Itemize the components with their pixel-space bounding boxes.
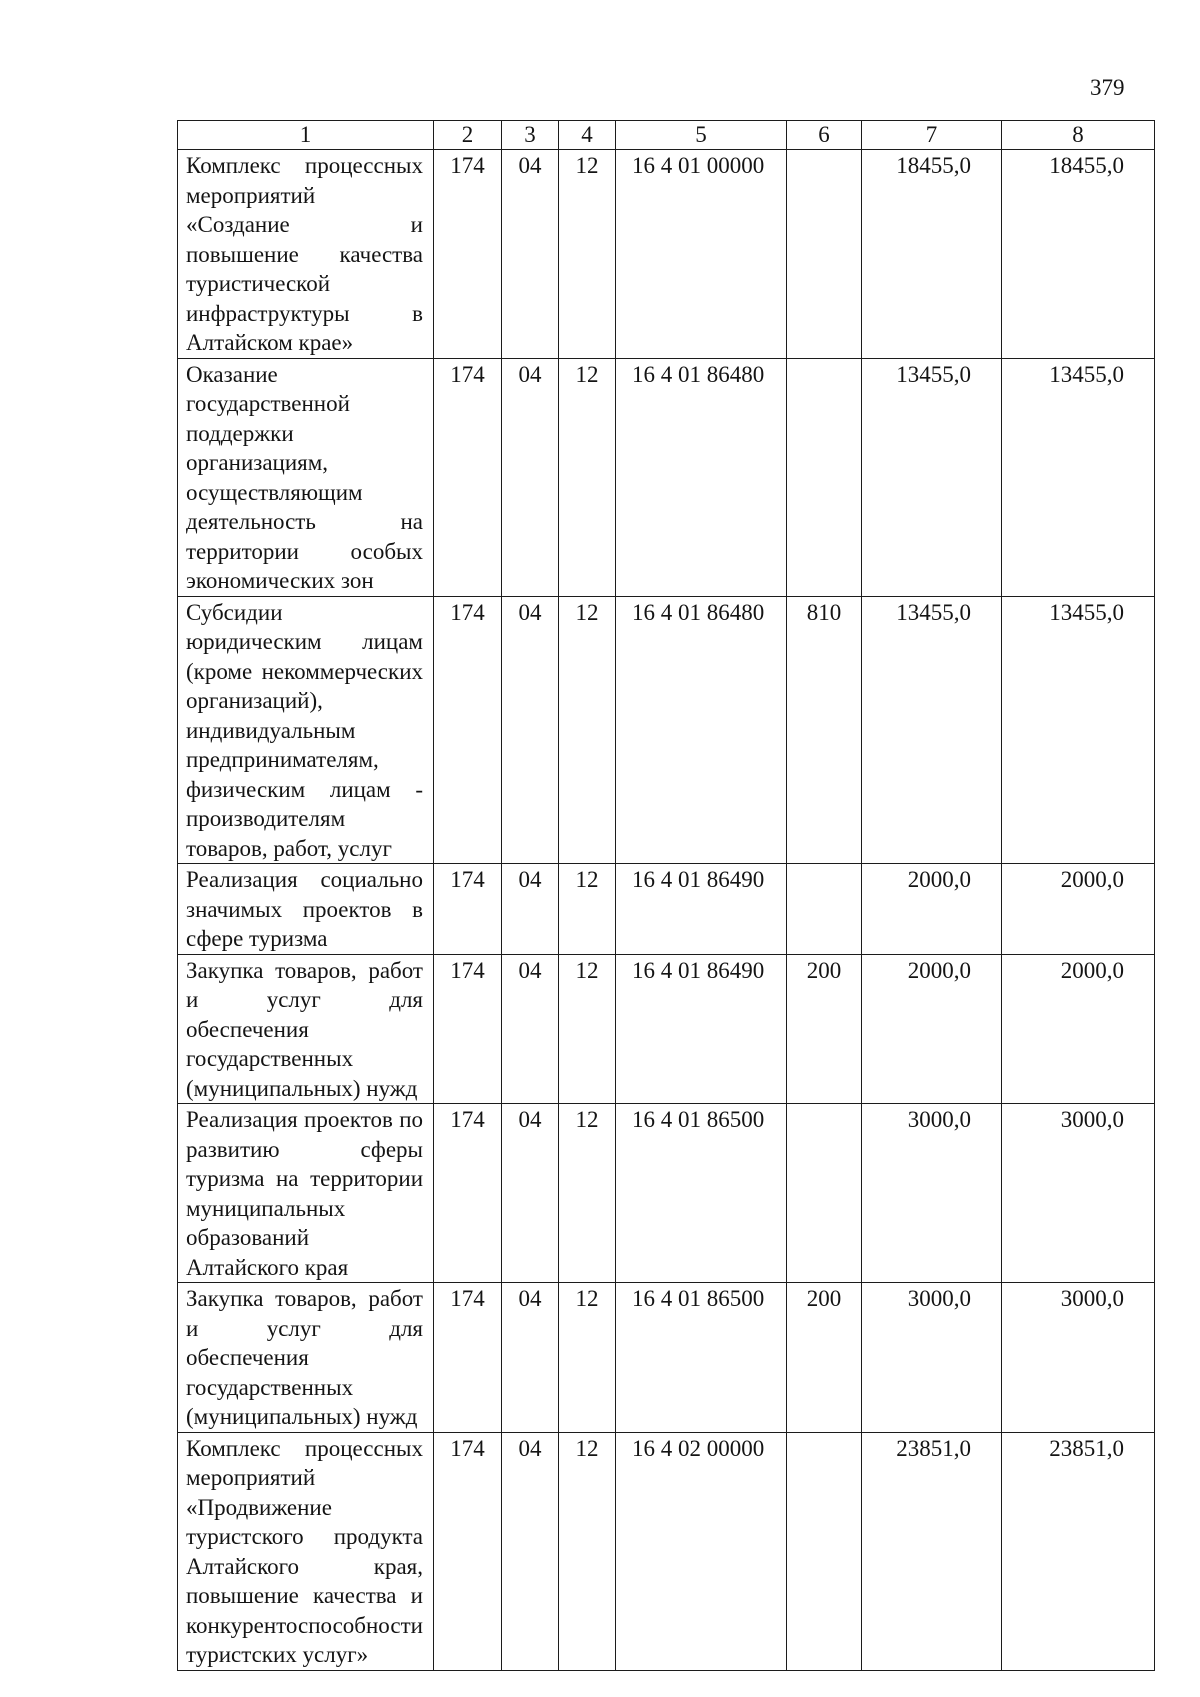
section-cell: 04 bbox=[502, 864, 559, 955]
header-col-8: 8 bbox=[1002, 121, 1155, 150]
admin-code-cell: 174 bbox=[434, 596, 502, 864]
amount-col7-cell: 23851,0 bbox=[862, 1432, 1002, 1670]
subsection-cell: 12 bbox=[559, 1432, 616, 1670]
target-article-cell: 16 4 02 00000 bbox=[616, 1432, 787, 1670]
subsection-cell: 12 bbox=[559, 1283, 616, 1433]
header-col-5: 5 bbox=[616, 121, 787, 150]
amount-col8-cell: 23851,0 bbox=[1002, 1432, 1155, 1670]
table-row bbox=[178, 596, 1155, 864]
expense-type-cell bbox=[787, 864, 862, 955]
amount-col7-cell: 2000,0 bbox=[862, 864, 1002, 955]
admin-code-cell: 174 bbox=[434, 1283, 502, 1433]
admin-code-cell: 174 bbox=[434, 1432, 502, 1670]
table-row bbox=[178, 150, 1155, 359]
row-name-cell: Комплекс процессных мероприятий «Создание и повышение качества туристической инфраструктуры в Алтайском крае» bbox=[178, 150, 434, 359]
amount-col7-cell: 13455,0 bbox=[862, 358, 1002, 596]
row-name-cell: Комплекс процессных мероприятий «Продвижение туристского продукта Алтайского края, повышение качества и конкурентоспособности туристских услуг» bbox=[178, 1432, 434, 1670]
expense-type-cell bbox=[787, 150, 862, 359]
row-name-cell: Закупка товаров, работ и услуг для обеспечения государственных (муниципальных) нужд bbox=[178, 1283, 434, 1433]
budget-table bbox=[177, 120, 1155, 1671]
table-row bbox=[178, 1104, 1155, 1283]
section-cell: 04 bbox=[502, 1104, 559, 1283]
subsection-cell: 12 bbox=[559, 596, 616, 864]
target-article-cell: 16 4 01 86490 bbox=[616, 864, 787, 955]
table-row bbox=[178, 1283, 1155, 1433]
section-cell: 04 bbox=[502, 150, 559, 359]
amount-col7-cell: 13455,0 bbox=[862, 596, 1002, 864]
row-name-cell: Оказание государственной поддержки организациям, осуществляющим деятельность на территории особых экономических зон bbox=[178, 358, 434, 596]
target-article-cell: 16 4 01 86480 bbox=[616, 596, 787, 864]
subsection-cell: 12 bbox=[559, 954, 616, 1104]
amount-col7-cell: 3000,0 bbox=[862, 1283, 1002, 1433]
amount-col8-cell: 3000,0 bbox=[1002, 1104, 1155, 1283]
header-col-4: 4 bbox=[559, 121, 616, 150]
section-cell: 04 bbox=[502, 954, 559, 1104]
amount-col8-cell: 2000,0 bbox=[1002, 954, 1155, 1104]
amount-col8-cell: 13455,0 bbox=[1002, 358, 1155, 596]
row-name-cell: Реализация социально значимых проектов в сфере туризма bbox=[178, 864, 434, 955]
section-cell: 04 bbox=[502, 1283, 559, 1433]
amount-col7-cell: 3000,0 bbox=[862, 1104, 1002, 1283]
table-body bbox=[178, 150, 1155, 1671]
table-row bbox=[178, 1432, 1155, 1670]
amount-col7-cell: 18455,0 bbox=[862, 150, 1002, 359]
admin-code-cell: 174 bbox=[434, 954, 502, 1104]
expense-type-cell: 200 bbox=[787, 954, 862, 1104]
admin-code-cell: 174 bbox=[434, 1104, 502, 1283]
row-name-cell: Закупка товаров, работ и услуг для обеспечения государственных (муниципальных) нужд bbox=[178, 954, 434, 1104]
subsection-cell: 12 bbox=[559, 358, 616, 596]
amount-col8-cell: 3000,0 bbox=[1002, 1283, 1155, 1433]
target-article-cell: 16 4 01 86500 bbox=[616, 1283, 787, 1433]
expense-type-cell: 810 bbox=[787, 596, 862, 864]
expense-type-cell bbox=[787, 1432, 862, 1670]
section-cell: 04 bbox=[502, 1432, 559, 1670]
section-cell: 04 bbox=[502, 596, 559, 864]
row-name-cell: Реализация проектов по развитию сферы туризма на территории муниципальных образований Алтайского края bbox=[178, 1104, 434, 1283]
expense-type-cell bbox=[787, 1104, 862, 1283]
table-header bbox=[178, 121, 1155, 150]
subsection-cell: 12 bbox=[559, 150, 616, 359]
section-cell: 04 bbox=[502, 358, 559, 596]
amount-col8-cell: 13455,0 bbox=[1002, 596, 1155, 864]
target-article-cell: 16 4 01 86500 bbox=[616, 1104, 787, 1283]
header-col-7: 7 bbox=[862, 121, 1002, 150]
header-col-2: 2 bbox=[434, 121, 502, 150]
target-article-cell: 16 4 01 86490 bbox=[616, 954, 787, 1104]
expense-type-cell: 200 bbox=[787, 1283, 862, 1433]
subsection-cell: 12 bbox=[559, 864, 616, 955]
amount-col7-cell: 2000,0 bbox=[862, 954, 1002, 1104]
target-article-cell: 16 4 01 86480 bbox=[616, 358, 787, 596]
target-article-cell: 16 4 01 00000 bbox=[616, 150, 787, 359]
header-col-1: 1 bbox=[178, 121, 434, 150]
table-row bbox=[178, 864, 1155, 955]
amount-col8-cell: 18455,0 bbox=[1002, 150, 1155, 359]
header-col-6: 6 bbox=[787, 121, 862, 150]
row-name-cell: Субсидии юридическим лицам (кроме некоммерческих организаций), индивидуальным предпринимателям, физическим лицам - производителям товаров, работ, услуг bbox=[178, 596, 434, 864]
header-col-3: 3 bbox=[502, 121, 559, 150]
expense-type-cell bbox=[787, 358, 862, 596]
header-row bbox=[178, 121, 1155, 150]
amount-col8-cell: 2000,0 bbox=[1002, 864, 1155, 955]
page-number: 379 bbox=[1090, 75, 1125, 100]
table-row bbox=[178, 954, 1155, 1104]
table-row bbox=[178, 358, 1155, 596]
admin-code-cell: 174 bbox=[434, 358, 502, 596]
admin-code-cell: 174 bbox=[434, 150, 502, 359]
admin-code-cell: 174 bbox=[434, 864, 502, 955]
subsection-cell: 12 bbox=[559, 1104, 616, 1283]
